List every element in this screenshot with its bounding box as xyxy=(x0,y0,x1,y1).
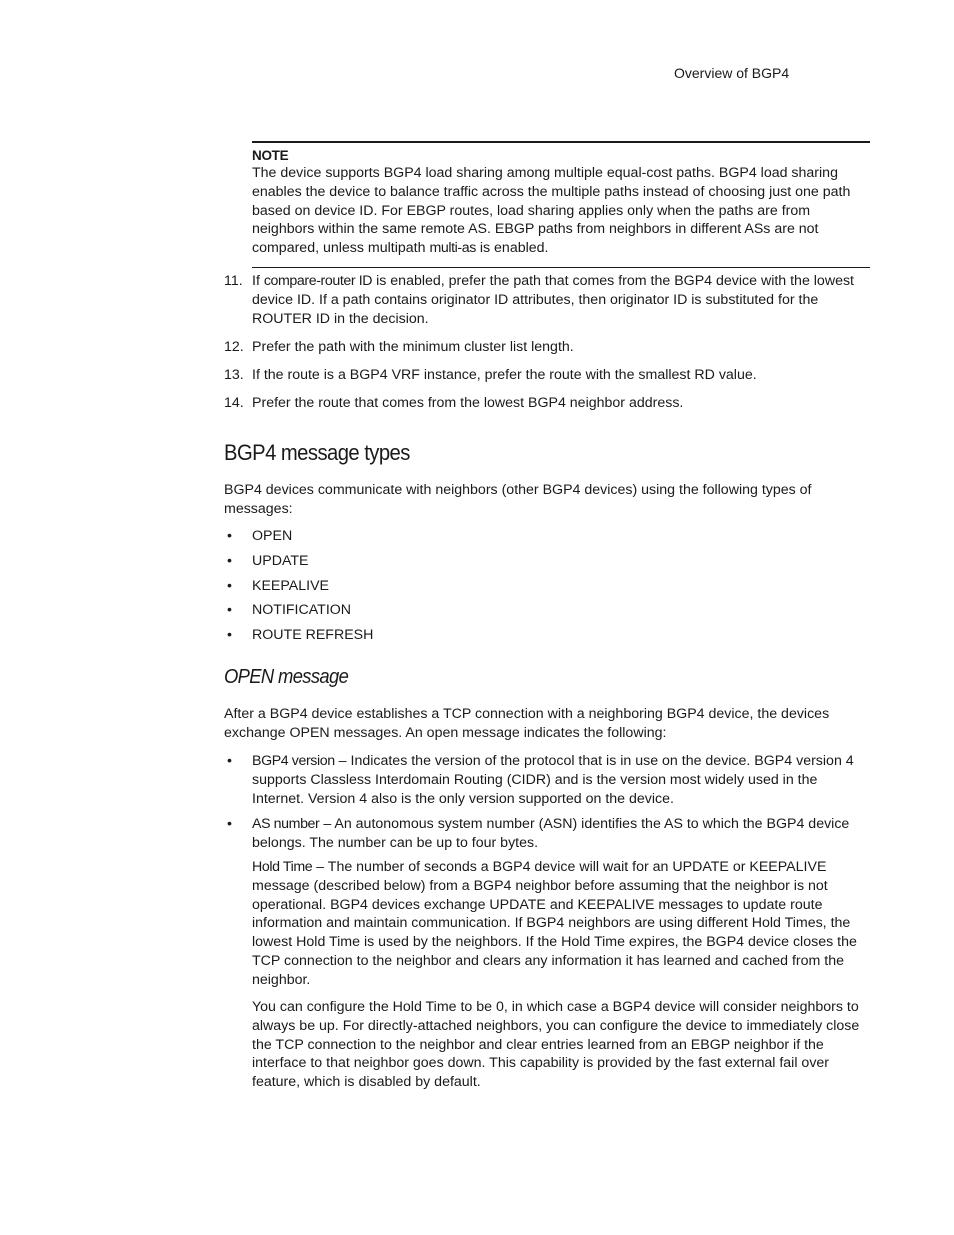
list-item xyxy=(224,601,373,626)
list-item xyxy=(224,752,872,808)
list-item xyxy=(224,272,872,328)
field-text: – An autonomous system number (ASN) identifies the AS to which the BGP4 device belongs. The number can be up to four bytes. xyxy=(252,816,850,852)
field-description xyxy=(252,815,872,853)
hold-time-paragraph xyxy=(252,858,870,990)
step-number: 13. xyxy=(224,366,244,383)
step-text: If the route is a BGP4 VRF instance, prefer the route with the smallest RD value. xyxy=(252,366,757,383)
field-term: BGP4 version xyxy=(252,753,335,769)
list-item xyxy=(224,366,872,385)
note-text-before: The device supports BGP4 load sharing among multiple equal-cost paths. BGP4 load sharing enables the device to balance traffic across the multiple paths instead of choosing just one path based on device ID. For EBGP routes, load sharing applies only when the paths are from neighbors within the same remote AS. EBGP paths from neighbors in different ASs are not compared, unless multipath xyxy=(252,165,851,257)
bullet-icon: • xyxy=(227,552,232,569)
note-text xyxy=(252,164,870,258)
section-intro: BGP4 devices communicate with neighbors (other BGP4 devices) using the following types of messages: xyxy=(224,482,812,517)
note-keyword: multi-as xyxy=(429,240,476,257)
field-text: – Indicates the version of the protocol that is in use on the device. BGP4 version 4 supports Classless Interdomain Routing (CIDR) and is the version most widely used in the Internet. Version 4 also is the only version supported on the device. xyxy=(252,753,854,807)
list-item xyxy=(224,338,872,357)
list-item xyxy=(224,394,872,413)
message-type: OPEN xyxy=(252,528,293,544)
hold-time-text: – The number of seconds a BGP4 device will wait for an UPDATE or KEEPALIVE message (described below) from a BGP4 neighbor before assuming that the neighbor is not operational. BGP4 devices exchange UPDATE and KEEPALIVE messages to update route information and maintain communication. If BGP4 neighbors are using different Hold Times, the lowest Hold Time is used by the neighbors. If the Hold Time expires, the BGP4 device closes the TCP connection to the neighbor and clears any information it has learned and cached from the neighbor. xyxy=(252,859,857,988)
step-text: Prefer the route that comes from the lowest BGP4 neighbor address. xyxy=(252,395,684,412)
decision-steps-list xyxy=(224,272,872,422)
hold-time-term: Hold Time xyxy=(252,859,313,875)
running-header: Overview of BGP4 xyxy=(674,65,790,81)
step-text-after: is enabled, prefer the path that comes from the BGP4 device with the lowest device ID. If a path contains originator ID attributes, then originator ID is substituted for the ROUTER ID in the decision. xyxy=(252,273,854,327)
subsection-heading: OPEN message xyxy=(224,666,349,688)
section-heading: BGP4 message types xyxy=(224,440,410,465)
list-item xyxy=(224,815,872,853)
list-item xyxy=(224,577,373,602)
message-type: ROUTE REFRESH xyxy=(252,627,374,644)
note-box xyxy=(252,141,870,268)
step-text: Prefer the path with the minimum cluster list length. xyxy=(252,338,574,355)
bullet-icon: • xyxy=(227,753,232,769)
open-message-fields-list xyxy=(224,752,872,860)
message-type: UPDATE xyxy=(252,552,309,569)
step-number: 12. xyxy=(224,338,244,355)
step-text xyxy=(252,272,872,328)
note-text-after: is enabled. xyxy=(475,240,549,257)
step-keyword: compare-router ID xyxy=(263,273,373,289)
open-message-intro: After a BGP4 device establishes a TCP connection with a neighboring BGP4 device, the devices exchange OPEN messages. An open message indicates the following: xyxy=(224,706,830,741)
list-item xyxy=(224,527,373,552)
field-description xyxy=(252,752,872,808)
bullet-icon: • xyxy=(227,627,232,644)
step-text-before: If xyxy=(252,273,264,289)
hold-time-zero-paragraph: You can configure the Hold Time to be 0, in which case a BGP4 device will consider neighbors to always be up. For directly-attached neighbors, you can configure the device to immediately close the TCP connection to the neighbor and clear entries learned from an EBGP neighbor if the interface to that neighbor goes down. This capability is provided by the fast external fail over feature, which is disabled by default. xyxy=(252,999,860,1091)
message-type: KEEPALIVE xyxy=(252,577,330,594)
note-label: NOTE xyxy=(252,148,289,163)
list-item xyxy=(224,626,373,651)
bullet-icon: • xyxy=(227,602,232,619)
step-number: 14. xyxy=(224,395,244,412)
message-types-list xyxy=(224,527,373,651)
bullet-icon: • xyxy=(227,577,232,594)
field-term: AS number xyxy=(252,816,320,833)
message-type: NOTIFICATION xyxy=(252,602,352,619)
bullet-icon: • xyxy=(227,528,232,544)
list-item xyxy=(224,552,373,577)
bullet-icon: • xyxy=(227,816,232,833)
step-number: 11. xyxy=(224,273,243,289)
